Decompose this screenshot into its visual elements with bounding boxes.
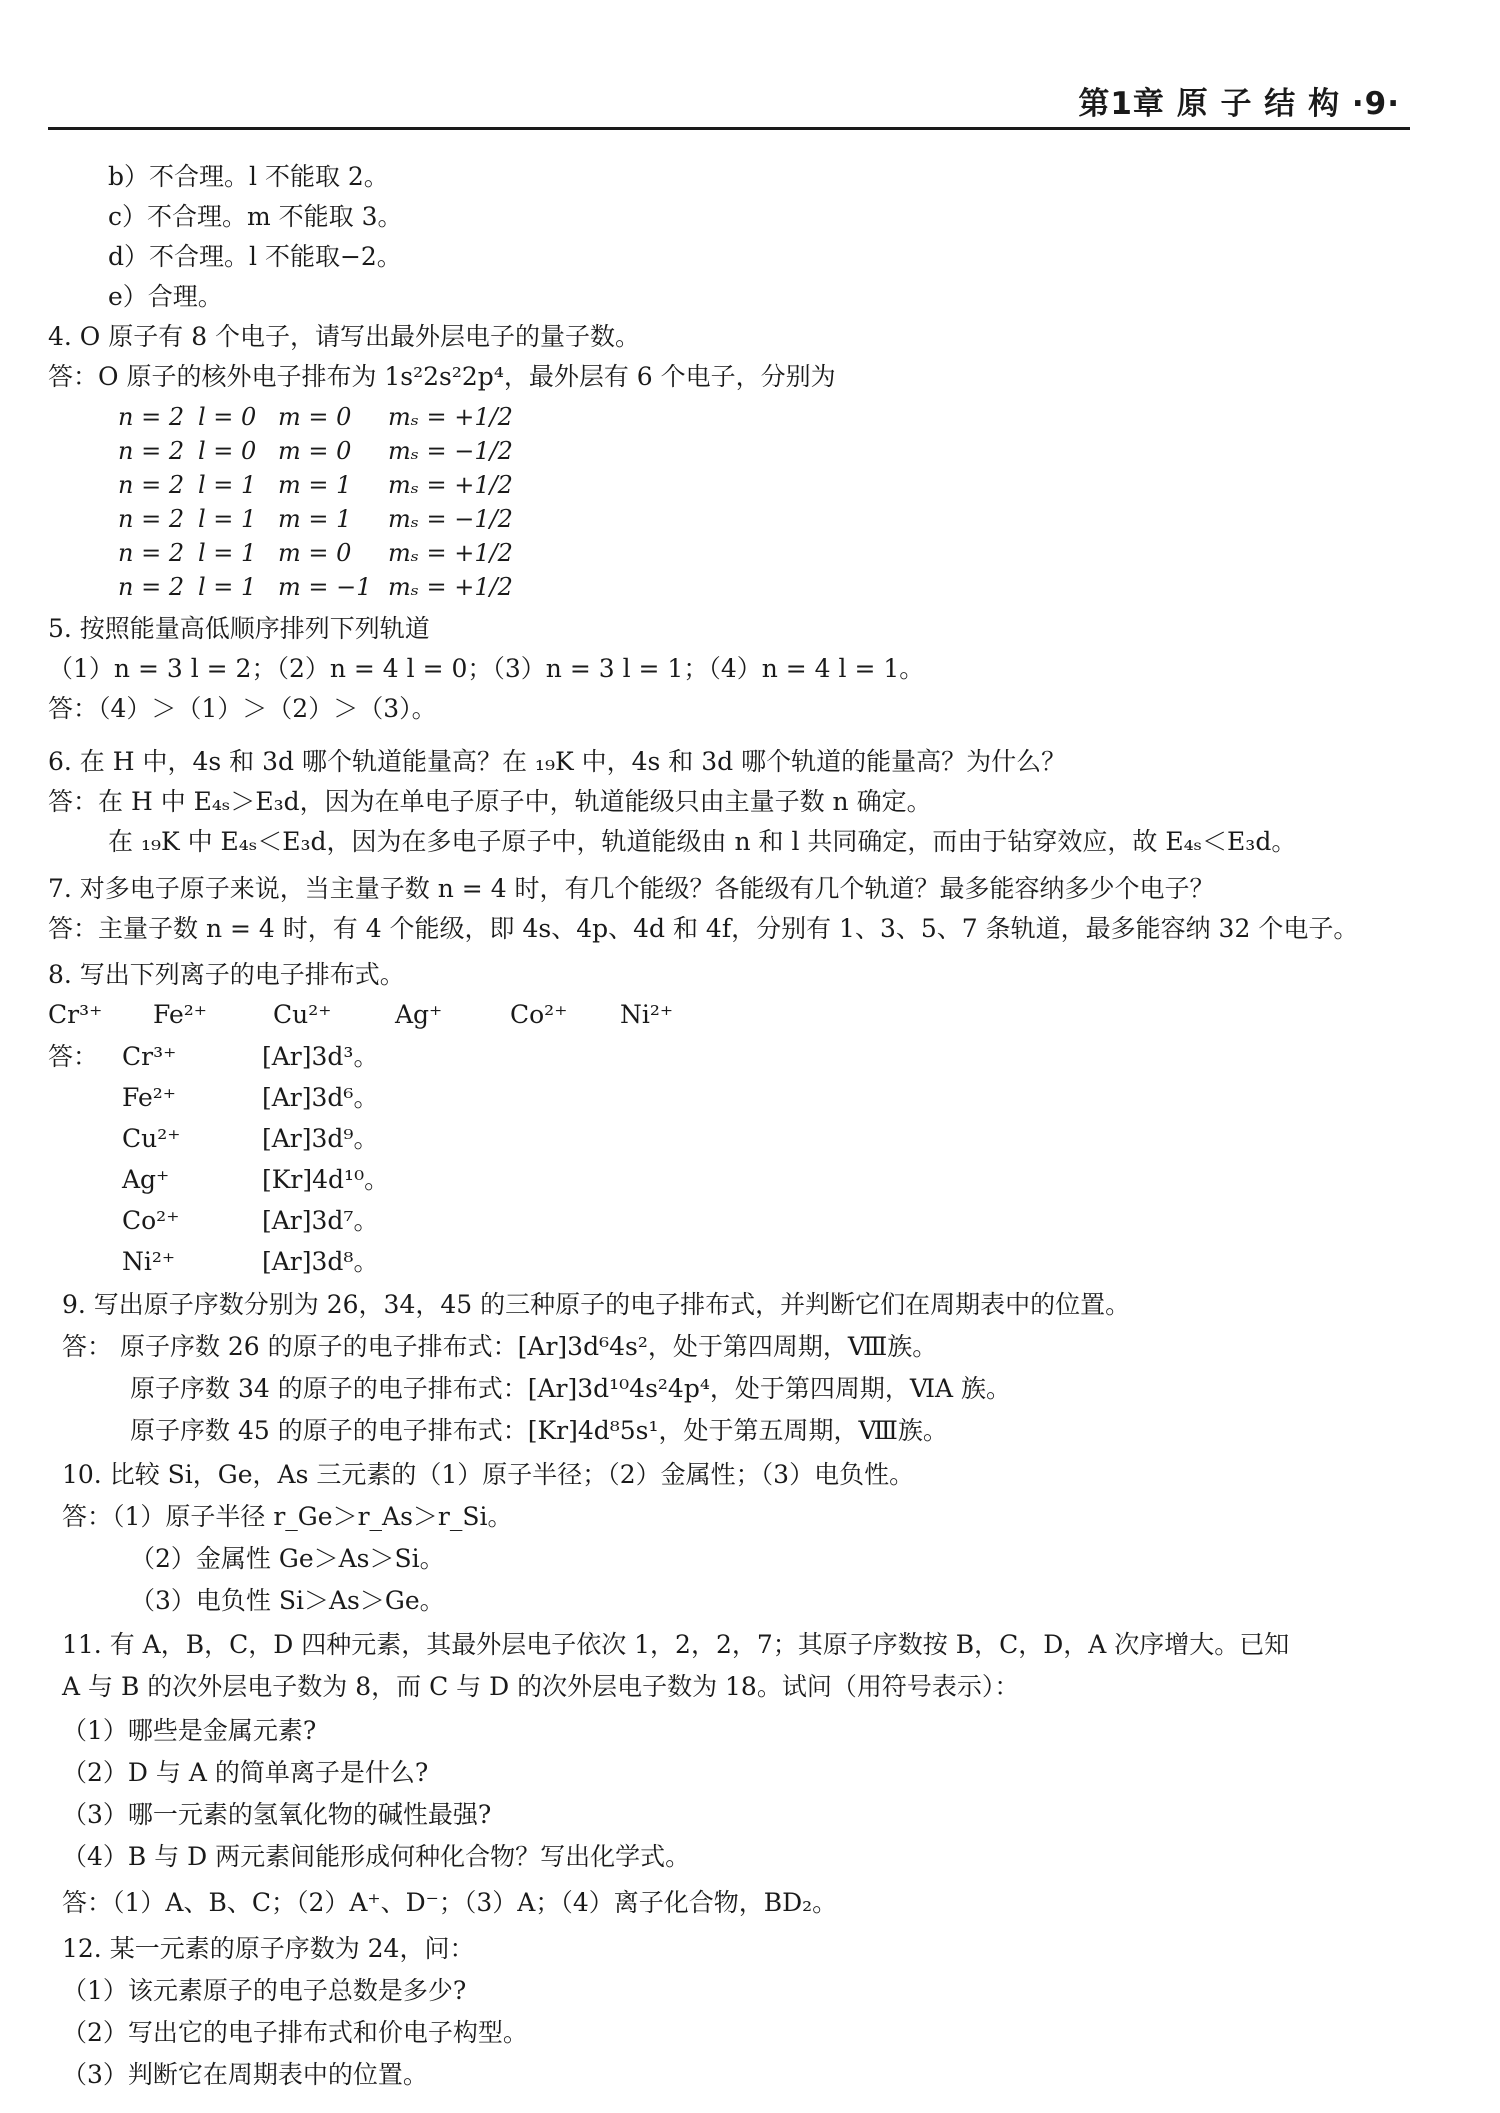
qn-n: n = 2 <box>118 505 185 533</box>
question-11-line1: 11. 有 A，B，C，D 四种元素，其最外层电子依次 1，2，2，7；其原子序数按 B，C，D，A 次序增大。已知 <box>62 1630 1290 1659</box>
ion-symbol: Ni²⁺ <box>122 1247 176 1276</box>
ion-symbol: Ag⁺ <box>122 1165 170 1194</box>
answer-9-line1: 答： 原子序数 26 的原子的电子排布式：[Ar]3d⁶4s²，处于第四周期，Ⅷ族。 <box>62 1332 938 1361</box>
ion-symbol: Co²⁺ <box>122 1206 180 1235</box>
answer-6-line1: 答：在 H 中 E₄ₛ＞E₃d，因为在单电子原子中，轨道能级只由主量子数 n 确定。 <box>48 787 932 816</box>
page-header <box>48 70 1410 130</box>
ion-label: Ni²⁺ <box>620 1000 674 1029</box>
question-12: 12. 某一元素的原子序数为 24，问： <box>62 1934 475 1963</box>
ion-symbol: Cu²⁺ <box>122 1124 181 1153</box>
ion-config-row <box>122 1040 378 1074</box>
quantum-number-row <box>118 536 528 570</box>
qn-l: l = 1 <box>198 539 257 567</box>
ion-label: Co²⁺ <box>510 1000 568 1029</box>
electron-configuration: [Ar]3d⁶。 <box>262 1083 379 1112</box>
electron-configuration: [Ar]3d⁸。 <box>262 1247 379 1276</box>
qn-n: n = 2 <box>118 539 185 567</box>
qn-m: m = 0 <box>278 437 352 465</box>
qn-n: n = 2 <box>118 471 185 499</box>
ion-config-row <box>122 1204 378 1238</box>
qn-ms: mₛ = −1/2 <box>388 437 513 465</box>
ion-config-row <box>122 1081 378 1115</box>
qn-n: n = 2 <box>118 573 185 601</box>
electron-configuration: [Ar]3d⁹。 <box>262 1124 379 1153</box>
answer-9-line3: 原子序数 45 的原子的电子排布式：[Kr]4d⁸5s¹，处于第五周期，Ⅷ族。 <box>130 1416 948 1445</box>
quantum-number-row <box>118 400 528 434</box>
question-10: 10. 比较 Si，Ge，As 三元素的（1）原子半径；（2）金属性；（3）电负性。 <box>62 1460 915 1489</box>
question-8: 8. 写出下列离子的电子排布式。 <box>48 960 405 989</box>
answer-10-line1: 答：（1）原子半径 r_Ge＞r_As＞r_Si。 <box>62 1502 513 1531</box>
question-5-items: （1）n = 3 l = 2；（2）n = 4 l = 0；（3）n = 3 l = 1；（4）n = 4 l = 1。 <box>48 654 925 683</box>
qn-m: m = −1 <box>278 573 372 601</box>
ion-label: Cr³⁺ <box>48 1000 103 1029</box>
qn-l: l = 0 <box>198 403 257 431</box>
ion-config-row <box>122 1245 378 1279</box>
question-6: 6. 在 H 中，4s 和 3d 哪个轨道能量高？在 ₁₉K 中，4s 和 3d 哪个轨道的能量高？为什么？ <box>48 747 1067 776</box>
question-12-part2: （2）写出它的电子排布式和价电子构型。 <box>62 2018 528 2047</box>
qn-ms: mₛ = +1/2 <box>388 471 513 499</box>
answer-10-line2: （2）金属性 Ge＞As＞Si。 <box>130 1544 445 1573</box>
qn-l: l = 1 <box>198 573 257 601</box>
answer-10-line3: （3）电负性 Si＞As＞Ge。 <box>130 1586 445 1615</box>
qn-l: l = 1 <box>198 505 257 533</box>
answer-3c: c）不合理。m 不能取 3。 <box>108 202 403 231</box>
ion-config-row <box>122 1122 378 1156</box>
answer-7: 答：主量子数 n = 4 时，有 4 个能级，即 4s、4p、4d 和 4f，分别有 1、3、5、7 条轨道，最多能容纳 32 个电子。 <box>48 914 1359 943</box>
question-11-part2: （2）D 与 A 的简单离子是什么? <box>62 1758 429 1787</box>
quantum-number-row <box>118 570 528 604</box>
ion-label: Ag⁺ <box>395 1000 443 1029</box>
answer-3d: d）不合理。l 不能取−2。 <box>108 242 402 271</box>
answer-9-line2: 原子序数 34 的原子的电子排布式：[Ar]3d¹⁰4s²4p⁴，处于第四周期，ⅥA 族。 <box>130 1374 1012 1403</box>
qn-ms: mₛ = +1/2 <box>388 403 513 431</box>
ion-list <box>48 998 710 1032</box>
qn-n: n = 2 <box>118 403 185 431</box>
question-11-part3: （3）哪一元素的氢氧化物的碱性最强? <box>62 1800 492 1829</box>
answer-3b: b）不合理。l 不能取 2。 <box>108 162 389 191</box>
qn-ms: mₛ = +1/2 <box>388 573 513 601</box>
question-11-line2: A 与 B 的次外层电子数为 8，而 C 与 D 的次外层电子数为 18。试问（用符号表示）： <box>62 1672 1020 1701</box>
electron-configuration: [Ar]3d³。 <box>262 1042 379 1071</box>
question-9: 9. 写出原子序数分别为 26，34，45 的三种原子的电子排布式，并判断它们在周期表中的位置。 <box>62 1290 1131 1319</box>
chapter-page-title: 第1章 原 子 结 构 ·9· <box>1078 86 1400 122</box>
ion-label: Cu²⁺ <box>273 1000 332 1029</box>
answer-8-prefix: 答： <box>48 1042 99 1071</box>
qn-n: n = 2 <box>118 437 185 465</box>
answer-6-line2: 在 ₁₉K 中 E₄ₛ＜E₃d，因为在多电子原子中，轨道能级由 n 和 l 共同确定，而由于钻穿效应，故 E₄ₛ＜E₃d。 <box>108 827 1297 856</box>
ion-symbol: Cr³⁺ <box>122 1042 177 1071</box>
qn-m: m = 1 <box>278 505 352 533</box>
electron-configuration: [Ar]3d⁷。 <box>262 1206 379 1235</box>
question-12-part1: （1）该元素原子的电子总数是多少? <box>62 1976 467 2005</box>
answer-11: 答：（1）A、B、C；（2）A⁺、D⁻；（3）A；（4）离子化合物，BD₂。 <box>62 1888 838 1917</box>
question-7: 7. 对多电子原子来说，当主量子数 n = 4 时，有几个能级？各能级有几个轨道？最多能容纳多少个电子？ <box>48 874 1215 903</box>
ion-symbol: Fe²⁺ <box>122 1083 176 1112</box>
header-rule <box>48 127 1410 130</box>
answer-3e: e）合理。 <box>108 282 223 311</box>
question-11-part1: （1）哪些是金属元素? <box>62 1716 317 1745</box>
quantum-number-row <box>118 468 528 502</box>
question-4: 4. O 原子有 8 个电子，请写出最外层电子的量子数。 <box>48 322 641 351</box>
answer-5: 答：（4）＞（1）＞（2）＞（3）。 <box>48 694 437 723</box>
qn-l: l = 1 <box>198 471 257 499</box>
qn-m: m = 0 <box>278 539 352 567</box>
qn-ms: mₛ = +1/2 <box>388 539 513 567</box>
qn-m: m = 0 <box>278 403 352 431</box>
ion-label: Fe²⁺ <box>153 1000 207 1029</box>
question-5: 5. 按照能量高低顺序排列下列轨道 <box>48 614 430 643</box>
question-12-part3: （3）判断它在周期表中的位置。 <box>62 2060 428 2089</box>
qn-l: l = 0 <box>198 437 257 465</box>
ion-config-row <box>122 1163 389 1197</box>
question-11-part4: （4）B 与 D 两元素间能形成何种化合物？写出化学式。 <box>62 1842 691 1871</box>
electron-configuration: [Kr]4d¹⁰。 <box>262 1165 390 1194</box>
quantum-number-row <box>118 502 528 536</box>
qn-ms: mₛ = −1/2 <box>388 505 513 533</box>
quantum-number-row <box>118 434 528 468</box>
answer-4: 答：O 原子的核外电子排布为 1s²2s²2p⁴，最外层有 6 个电子，分别为 <box>48 362 836 391</box>
qn-m: m = 1 <box>278 471 352 499</box>
